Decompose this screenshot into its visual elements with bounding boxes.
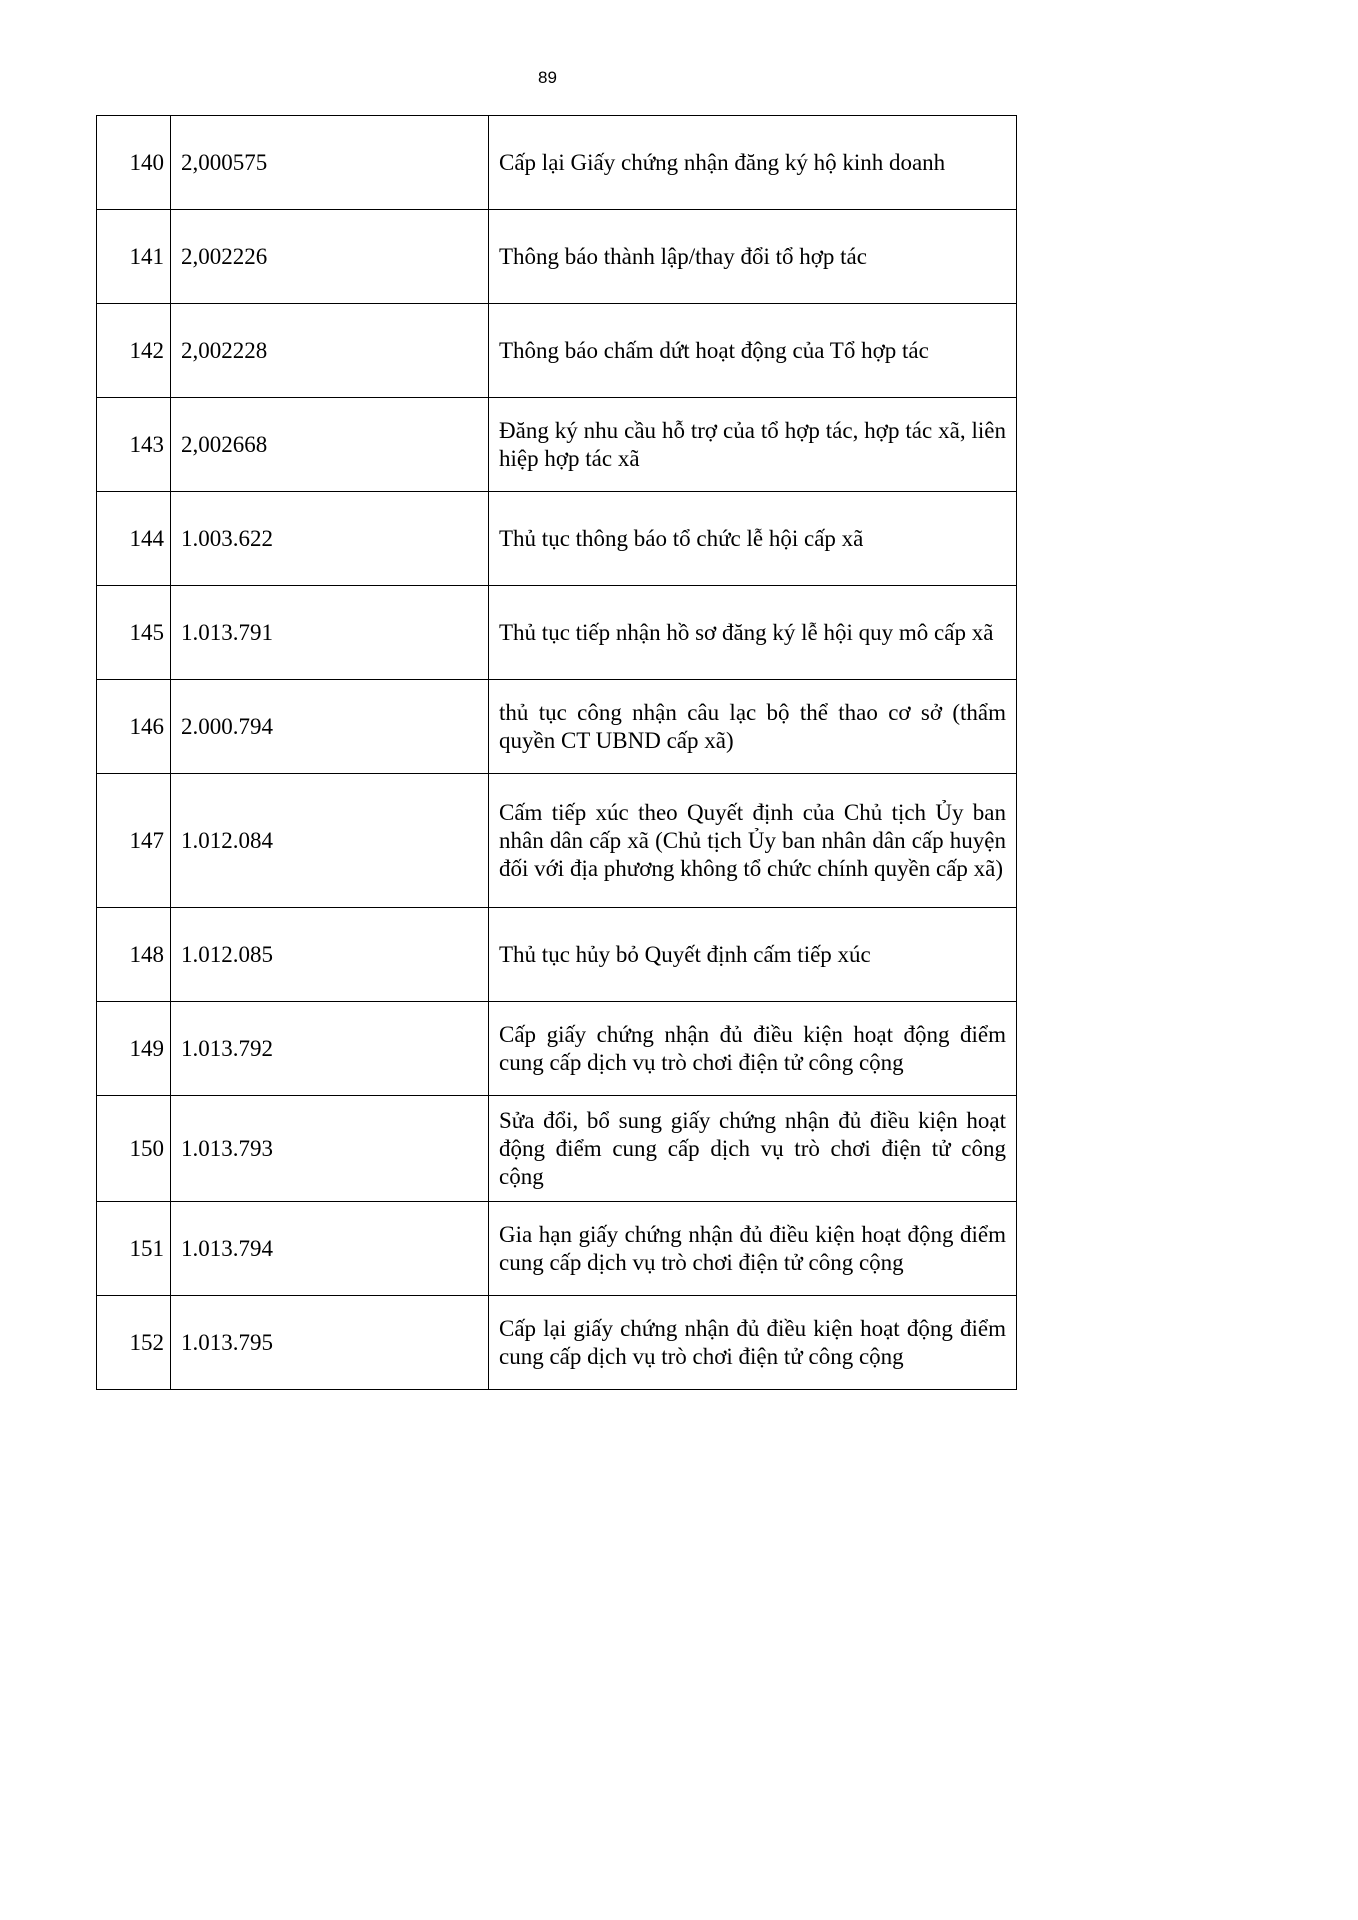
procedure-code: 1.013.795: [171, 1296, 489, 1390]
row-number: 140: [97, 116, 171, 210]
row-number: 148: [97, 908, 171, 1002]
procedure-name: Sửa đổi, bổ sung giấy chứng nhận đủ điều kiện hoạt động điểm cung cấp dịch vụ trò chơi điện tử công cộng: [489, 1096, 1017, 1202]
procedure-code: 1.013.793: [171, 1096, 489, 1202]
row-number: 144: [97, 492, 171, 586]
procedure-name: Cấp giấy chứng nhận đủ điều kiện hoạt động điểm cung cấp dịch vụ trò chơi điện tử công cộng: [489, 1002, 1017, 1096]
row-number: 152: [97, 1296, 171, 1390]
procedure-code: 1.012.084: [171, 774, 489, 908]
table-row: [97, 116, 1017, 210]
page-number: 89: [538, 68, 557, 87]
row-number: 151: [97, 1202, 171, 1296]
procedure-code: 1.013.792: [171, 1002, 489, 1096]
row-number: 147: [97, 774, 171, 908]
procedure-code: 2.000.794: [171, 680, 489, 774]
procedure-code: 2,002226: [171, 210, 489, 304]
table-row: [97, 1002, 1017, 1096]
procedure-code: 1.013.791: [171, 586, 489, 680]
procedure-code: 2,002668: [171, 398, 489, 492]
row-number: 145: [97, 586, 171, 680]
procedure-name: Thông báo chấm dứt hoạt động của Tổ hợp tác: [489, 304, 1017, 398]
procedure-table: [96, 115, 1017, 1390]
table-row: [97, 210, 1017, 304]
procedure-code: 1.012.085: [171, 908, 489, 1002]
procedure-name: Đăng ký nhu cầu hỗ trợ của tổ hợp tác, hợp tác xã, liên hiệp hợp tác xã: [489, 398, 1017, 492]
row-number: 146: [97, 680, 171, 774]
procedure-name: Thủ tục thông báo tổ chức lễ hội cấp xã: [489, 492, 1017, 586]
row-number: 150: [97, 1096, 171, 1202]
table-row: [97, 586, 1017, 680]
table-row: [97, 908, 1017, 1002]
procedure-code: 2,000575: [171, 116, 489, 210]
procedure-name: Thủ tục tiếp nhận hồ sơ đăng ký lễ hội quy mô cấp xã: [489, 586, 1017, 680]
procedure-name: Cấp lại Giấy chứng nhận đăng ký hộ kinh doanh: [489, 116, 1017, 210]
procedure-code: 1.013.794: [171, 1202, 489, 1296]
row-number: 142: [97, 304, 171, 398]
procedure-name: Thủ tục hủy bỏ Quyết định cấm tiếp xúc: [489, 908, 1017, 1002]
procedure-name: Gia hạn giấy chứng nhận đủ điều kiện hoạt động điểm cung cấp dịch vụ trò chơi điện tử công cộng: [489, 1202, 1017, 1296]
procedure-name: thủ tục công nhận câu lạc bộ thể thao cơ sở (thẩm quyền CT UBND cấp xã): [489, 680, 1017, 774]
table-row: [97, 774, 1017, 908]
table-row: [97, 304, 1017, 398]
row-number: 141: [97, 210, 171, 304]
table-row: [97, 1096, 1017, 1202]
procedure-code: 1.003.622: [171, 492, 489, 586]
procedure-name: Cấp lại giấy chứng nhận đủ điều kiện hoạt động điểm cung cấp dịch vụ trò chơi điện tử công cộng: [489, 1296, 1017, 1390]
table-row: [97, 398, 1017, 492]
procedure-code: 2,002228: [171, 304, 489, 398]
table-row: [97, 1202, 1017, 1296]
procedure-name: Thông báo thành lập/thay đổi tổ hợp tác: [489, 210, 1017, 304]
table-row: [97, 492, 1017, 586]
row-number: 149: [97, 1002, 171, 1096]
row-number: 143: [97, 398, 171, 492]
table-row: [97, 680, 1017, 774]
procedure-name: Cấm tiếp xúc theo Quyết định của Chủ tịch Ủy ban nhân dân cấp xã (Chủ tịch Ủy ban nhân dân cấp huyện đối với địa phương không tổ chức chính quyền cấp xã): [489, 774, 1017, 908]
table-row: [97, 1296, 1017, 1390]
